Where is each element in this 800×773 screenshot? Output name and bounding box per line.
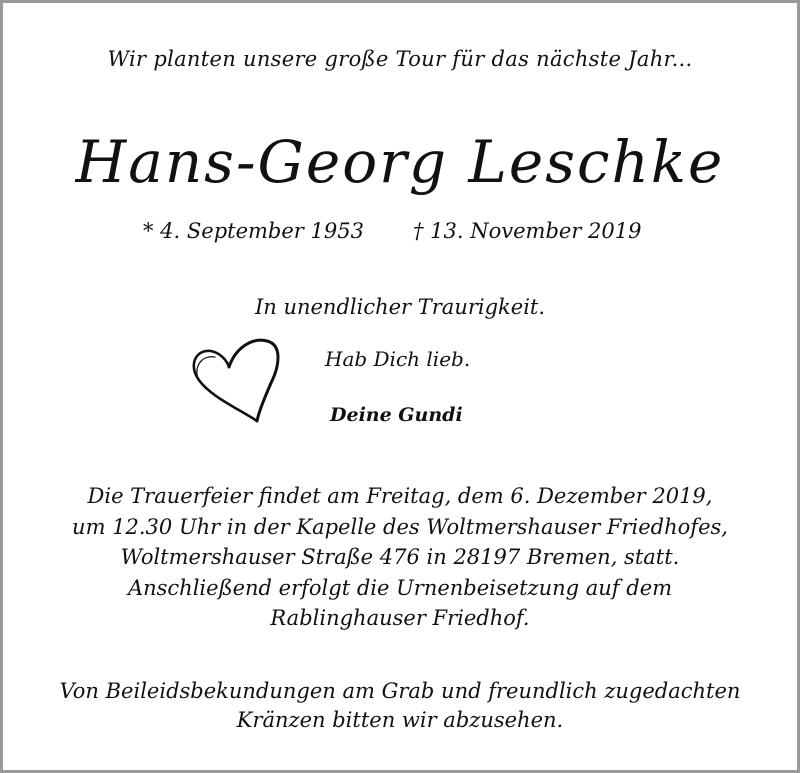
signature: Deine Gundi bbox=[330, 404, 463, 426]
love-text: Hab Dich lieb. bbox=[325, 347, 471, 371]
ceremony-line: Anschließend erfolgt die Urnenbeisetzung auf dem bbox=[127, 575, 673, 600]
ceremony-line: um 12.30 Uhr in der Kapelle des Woltmershauser Friedhofes, bbox=[72, 514, 728, 539]
life-dates bbox=[143, 219, 663, 243]
intro-text: Wir planten unsere große Tour für das nächste Jahr... bbox=[107, 47, 693, 71]
deceased-name: Hans-Georg Leschke bbox=[75, 128, 725, 196]
request-line: Kränzen bitten wir abzusehen. bbox=[236, 708, 564, 732]
sadness-text: In unendlicher Traurigkeit. bbox=[254, 295, 546, 319]
birth-date: * 4. September 1953 bbox=[143, 219, 364, 243]
request-line: Von Beileidsbekundungen am Grab und freundlich zugedachten bbox=[59, 679, 741, 703]
death-date: † 13. November 2019 bbox=[413, 219, 642, 243]
heart-icon bbox=[191, 335, 285, 423]
ceremony-line: Die Trauerfeier findet am Freitag, dem 6. Dezember 2019, bbox=[87, 484, 713, 508]
ceremony-line: Woltmershauser Straße 476 in 28197 Bremen, statt. bbox=[120, 545, 680, 569]
ceremony-line: Rablinghauser Friedhof. bbox=[270, 606, 530, 630]
condolence-request-paragraph bbox=[3, 677, 797, 735]
ceremony-paragraph bbox=[3, 481, 797, 634]
